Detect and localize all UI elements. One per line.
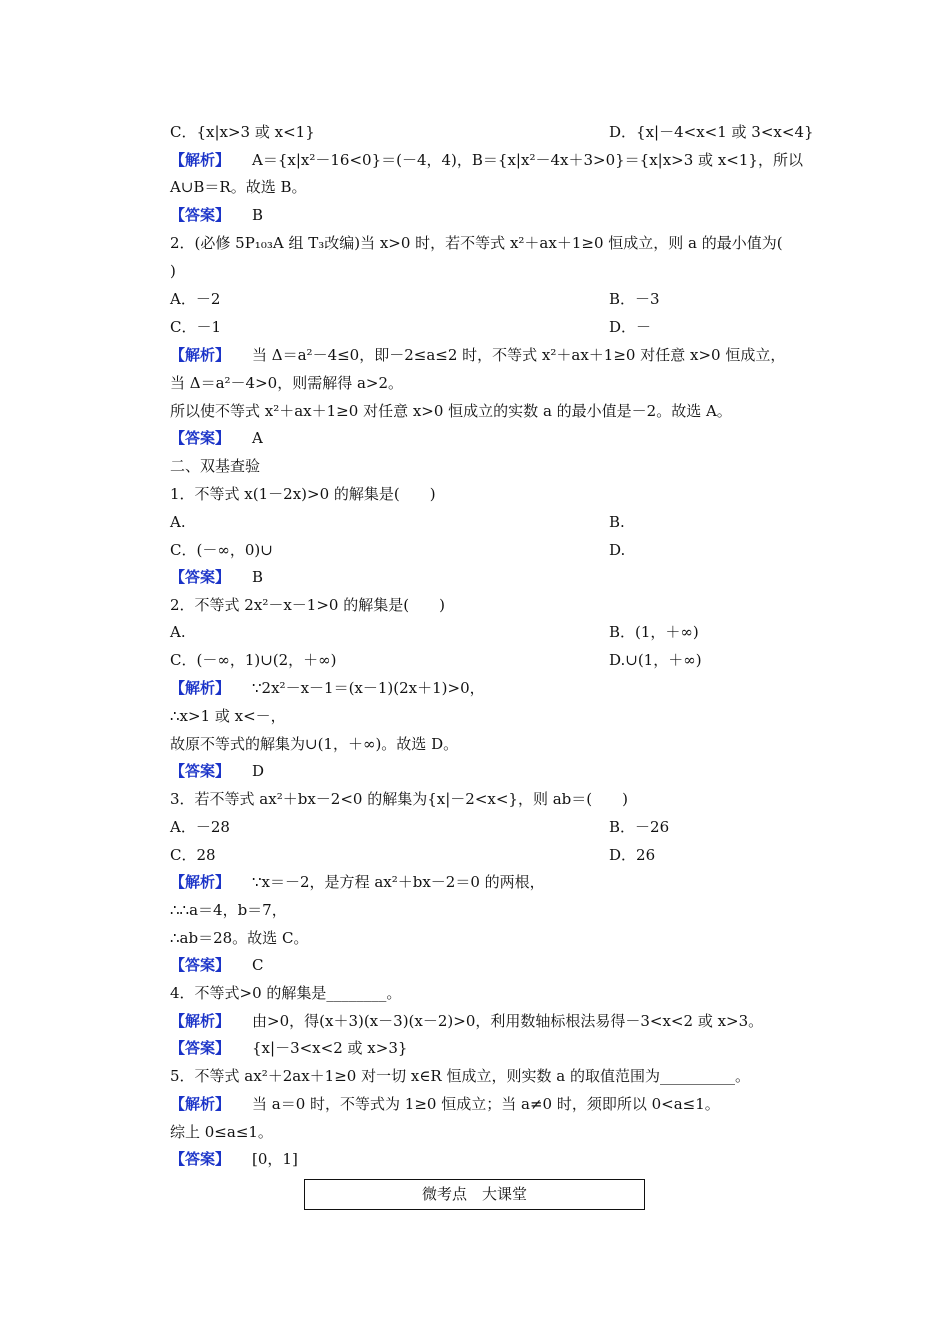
text-line: )	[170, 262, 176, 280]
analysis-line: 【解析】 由>0，得(x＋3)(x－3)(x－2)>0，利用数轴标根法易得－3<x<2 或 x>3。	[170, 1012, 764, 1030]
question-5: 5．不等式 ax²＋2ax＋1≥0 对一切 x∈R 恒成立，则实数 a 的取值范围为__________。	[170, 1067, 750, 1085]
question-1: 1．不等式 x(1－2x)>0 的解集是( )	[170, 485, 436, 503]
question-3: 3．若不等式 ax²＋bx－2<0 的解集为{x|－2<x<}，则 ab＝( )	[170, 790, 628, 808]
analysis-tag: 【解析】	[170, 346, 231, 364]
analysis-tag: 【解析】	[170, 679, 231, 697]
answer-tag: 【答案】	[170, 206, 231, 224]
analysis-tag: 【解析】	[170, 873, 231, 891]
answer-tag: 【答案】	[170, 1150, 231, 1168]
analysis-tag: 【解析】	[170, 151, 231, 169]
option-b: B．－26	[609, 818, 670, 836]
option-c: C．28	[170, 846, 216, 864]
analysis-line: 【解析】 ∵x＝－2，是方程 ax²＋bx－2＝0 的两根，	[170, 873, 545, 891]
text-line: 所以使不等式 x²＋ax＋1≥0 对任意 x>0 恒成立的实数 a 的最小值是－2。故选 A。	[170, 402, 732, 420]
answer-line: 【答案】 [0，1]	[170, 1150, 298, 1168]
answer-line: 【答案】 C	[170, 956, 264, 974]
answer-line: 【答案】 B	[170, 568, 264, 586]
question-2: 2．(必修 5P₁₀₃A 组 T₃改编)当 x>0 时，若不等式 x²＋ax＋1≥0 恒成立，则 a 的最小值为(	[170, 234, 783, 252]
option-d: D．－	[609, 318, 652, 336]
option-d: D．{x|－4<x<1 或 3<x<4}	[609, 123, 814, 141]
option-c: C．－1	[170, 318, 222, 336]
question-2: 2．不等式 2x²－x－1>0 的解集是( )	[170, 596, 445, 614]
option-a: A．－2	[170, 290, 221, 308]
answer-line: 【答案】 A	[170, 429, 263, 447]
option-a: A.	[170, 513, 186, 531]
answer-tag: 【答案】	[170, 429, 231, 447]
option-b: B．(1，＋∞)	[609, 623, 699, 641]
option-c: C．(－∞，1)∪(2，＋∞)	[170, 651, 337, 669]
option-b: B.	[609, 513, 625, 531]
analysis-line: 【解析】 当 a＝0 时，不等式为 1≥0 恒成立；当 a≠0 时，须即所以 0<a≤1。	[170, 1095, 720, 1113]
option-c: C．{x|x>3 或 x<1}	[170, 123, 315, 141]
answer-tag: 【答案】	[170, 1039, 231, 1057]
analysis-tag: 【解析】	[170, 1012, 231, 1030]
option-a: A．－28	[170, 818, 230, 836]
option-d: D.∪(1，＋∞)	[609, 651, 702, 669]
analysis-tag: 【解析】	[170, 1095, 231, 1113]
option-b: B．－3	[609, 290, 660, 308]
answer-tag: 【答案】	[170, 568, 231, 586]
answer-line: 【答案】 B	[170, 206, 264, 224]
answer-line: 【答案】 D	[170, 762, 265, 780]
text-line: ∴∴a＝4，b＝7，	[170, 901, 287, 919]
text-line: 当 Δ＝a²－4>0，则需解得 a>2。	[170, 374, 404, 392]
section-heading: 二、双基查验	[170, 457, 261, 475]
text-line: ∴ab＝28。故选 C。	[170, 929, 309, 947]
answer-line: 【答案】 {x|－3<x<2 或 x>3}	[170, 1039, 408, 1057]
answer-tag: 【答案】	[170, 762, 231, 780]
answer-tag: 【答案】	[170, 956, 231, 974]
text-line: A∪B＝R。故选 B。	[170, 178, 307, 196]
question-4: 4．不等式>0 的解集是________。	[170, 984, 402, 1002]
analysis-line: 【解析】 当 Δ＝a²－4≤0，即－2≤a≤2 时，不等式 x²＋ax＋1≥0 对任意 x>0 恒成立，	[170, 346, 786, 364]
option-a: A.	[170, 623, 186, 641]
option-d: D.	[609, 541, 626, 559]
text-line: 故原不等式的解集为∪(1，＋∞)。故选 D。	[170, 735, 459, 753]
section-title-box: 微考点 大课堂	[304, 1179, 645, 1210]
option-c: C．(－∞，0)∪	[170, 541, 273, 559]
analysis-line: 【解析】 A＝{x|x²－16<0}＝(－4，4)，B＝{x|x²－4x＋3>0}＝{x|x>3 或 x<1}，所以	[170, 151, 803, 169]
text-line: 综上 0≤a≤1。	[170, 1123, 273, 1141]
option-d: D．26	[609, 846, 656, 864]
text-line: ∴x>1 或 x<－，	[170, 707, 286, 725]
analysis-line: 【解析】 ∵2x²－x－1＝(x－1)(2x＋1)>0，	[170, 679, 485, 697]
